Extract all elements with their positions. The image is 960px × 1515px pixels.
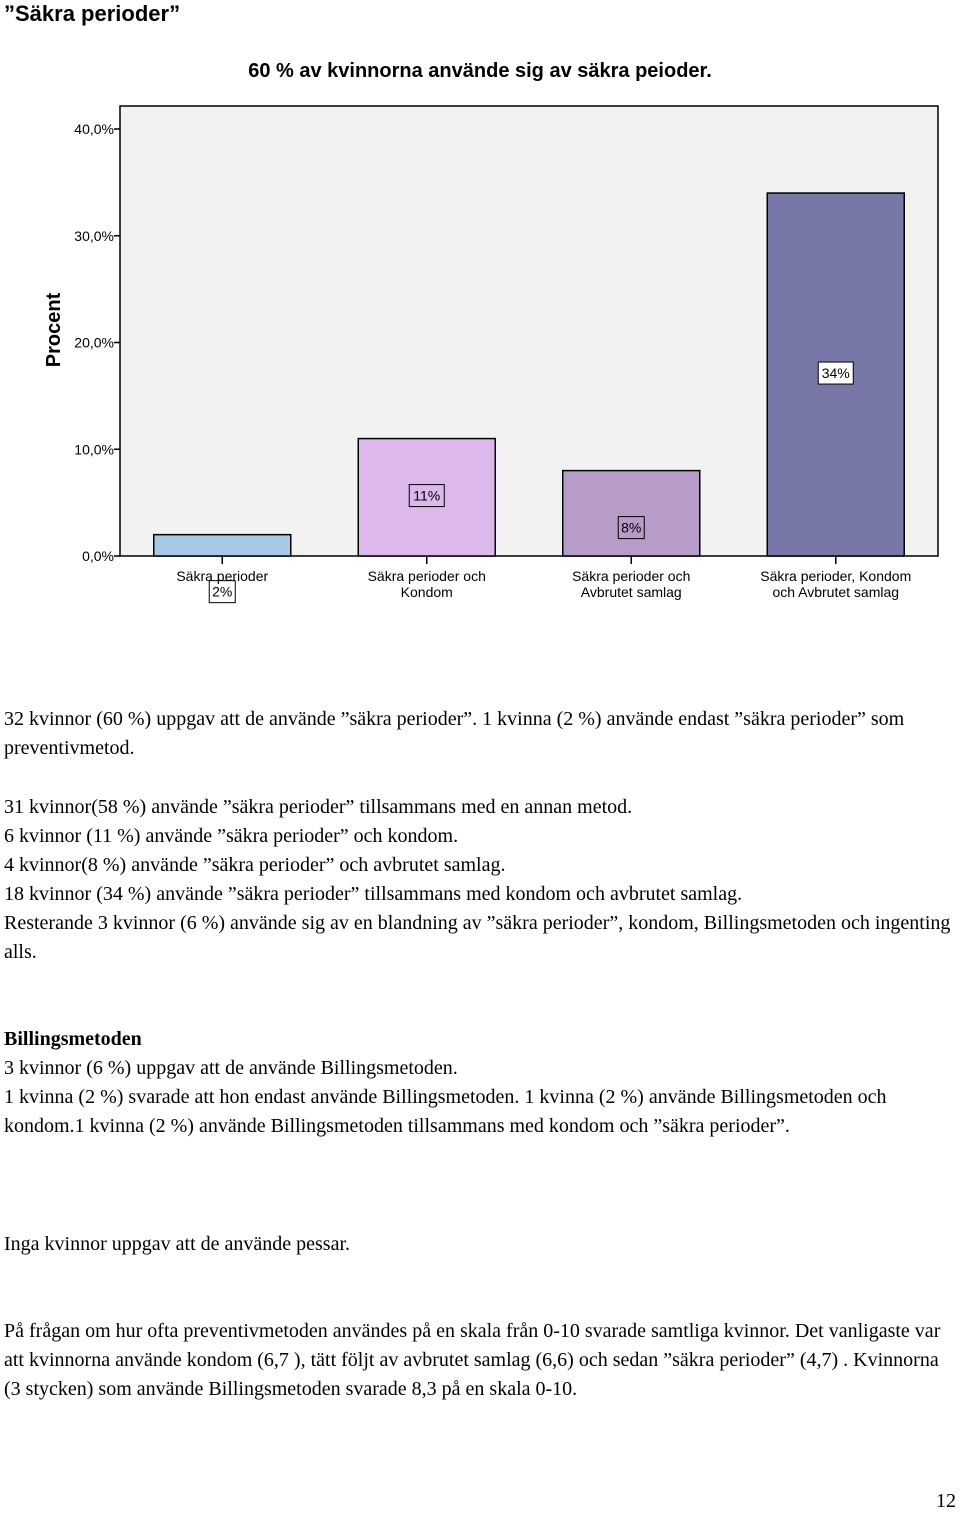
paragraph-line: 6 kvinnor (11 %) använde ”säkra perioder” och kondom. xyxy=(4,825,459,847)
section-billings xyxy=(4,1025,954,1141)
paragraph-line: På frågan om hur ofta preventivmetoden användes på en skala från 0-10 svarade samtliga kvinnor. Det vanligaste var att kvinnorna använde kondom (6,7 ), tätt följt av avbrutet samlag (6,6) och sedan ”säkra perioder” (4,7) . Kvinnorna (3 stycken) som använde Billingsmetoden svarade 8,3 på en skala 0-10. xyxy=(4,1320,941,1400)
paragraph-line: 32 kvinnor (60 %) uppgav att de använde ”säkra perioder”. 1 kvinna (2 %) använde endast ”säkra perioder” som preventivmetod. xyxy=(4,708,905,759)
data-label: 34% xyxy=(821,365,850,382)
data-label: 8% xyxy=(621,519,642,536)
x-tick-label: Säkra perioder och xyxy=(367,568,486,584)
x-tick-label: Kondom xyxy=(400,584,453,600)
paragraph-pessar xyxy=(4,1230,954,1259)
paragraph-line: 4 kvinnor(8 %) använde ”säkra perioder” och avbrutet samlag. xyxy=(4,854,506,876)
y-tick-label: 10,0% xyxy=(74,441,114,458)
x-tick-label: Säkra perioder och xyxy=(572,568,691,584)
x-tick-label: Säkra perioder, Kondom xyxy=(760,568,912,584)
paragraph-sakra-breakdown xyxy=(4,793,954,967)
y-tick-label: 0,0% xyxy=(82,548,114,564)
page-number: 12 xyxy=(936,1490,956,1512)
paragraph-line: 3 kvinnor (6 %) uppgav att de använde Billingsmetoden. xyxy=(4,1057,458,1079)
paragraph-line: Inga kvinnor uppgav att de använde pessar. xyxy=(4,1233,351,1255)
x-tick-label: Avbrutet samlag xyxy=(580,584,682,600)
bar xyxy=(563,471,700,556)
paragraph-line: Resterande 3 kvinnor (6 %) använde sig av en blandning av ”säkra perioder”, kondom, Billingsmetoden och ingenting alls. xyxy=(4,912,951,963)
bar-chart xyxy=(0,0,960,640)
y-tick-label: 40,0% xyxy=(74,121,114,137)
section-heading-billings: Billingsmetoden xyxy=(4,1028,142,1050)
page-heading: ”Säkra perioder” xyxy=(4,1,181,26)
y-tick-label: 30,0% xyxy=(74,227,114,244)
chart-title: 60 % av kvinnorna använde sig av säkra peioder. xyxy=(248,60,712,82)
y-tick-label: 20,0% xyxy=(74,334,114,351)
paragraph-line: 18 kvinnor (34 %) använde ”säkra perioder” tillsammans med kondom och avbrutet samlag. xyxy=(4,883,743,905)
x-tick-label: och Avbrutet samlag xyxy=(772,584,900,600)
paragraph-sakra-summary xyxy=(4,705,954,763)
data-label: 11% xyxy=(413,487,441,504)
paragraph-line: 1 kvinna (2 %) svarade att hon endast använde Billingsmetoden. 1 kvinna (2 %) använde Billingsmetoden och kondom.1 kvinna (2 %) använde Billingsmetoden tillsammans med kondom och ”säkra perioder”. xyxy=(4,1086,887,1137)
paragraph-frequency xyxy=(4,1317,954,1404)
data-label: 2% xyxy=(212,583,233,600)
paragraph-line: 31 kvinnor(58 %) använde ”säkra perioder” tillsammans med en annan metod. xyxy=(4,796,633,818)
y-axis-label: Procent xyxy=(43,292,65,368)
x-tick-label: Säkra perioder xyxy=(176,568,269,584)
bar xyxy=(154,535,291,556)
